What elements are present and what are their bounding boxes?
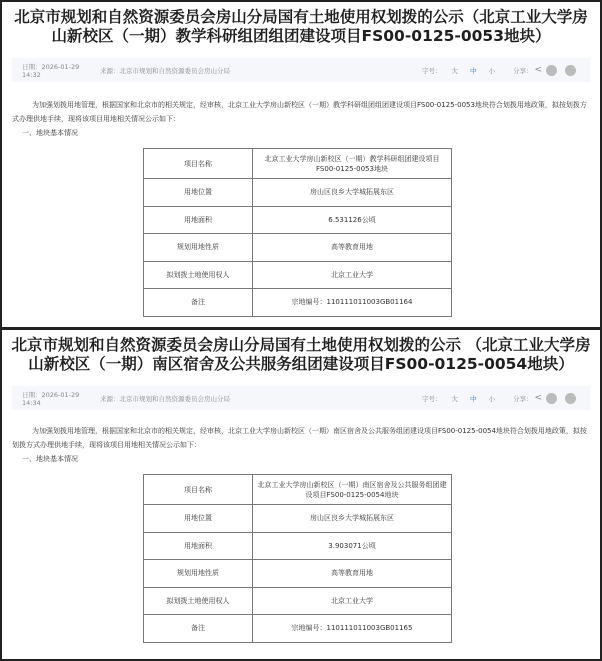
- field-label: 备注: [144, 289, 253, 317]
- weibo-icon[interactable]: [565, 65, 576, 76]
- table-row: [144, 206, 452, 234]
- table-row: [144, 475, 452, 505]
- field-label: 用地面积: [144, 532, 253, 560]
- font-size-label: 字号：: [421, 394, 442, 403]
- section-heading: 一、地块基本情况: [22, 129, 78, 137]
- font-size-small[interactable]: 小: [488, 66, 495, 75]
- font-size-large[interactable]: 大: [451, 66, 458, 75]
- source: 来源：北京市规划和自然资源委员会房山分局: [100, 66, 230, 75]
- field-label: 用地面积: [144, 206, 253, 234]
- field-value: 房山区良乡大学城拓展东区: [253, 505, 452, 533]
- field-value: 6.531126公顷: [253, 206, 452, 234]
- field-label: 拟划拨土地使用权人: [144, 587, 253, 615]
- wechat-icon[interactable]: [546, 393, 557, 404]
- table-row: [144, 234, 452, 262]
- field-label: 项目名称: [144, 475, 253, 505]
- share-label: 分享：: [512, 394, 533, 403]
- parcel-info-table: [143, 148, 452, 317]
- font-size-label: 字号：: [421, 66, 442, 75]
- parcel-info-table: [143, 474, 452, 643]
- field-label: 规划用地性质: [144, 234, 253, 262]
- field-value: 北京工业大学: [253, 261, 452, 289]
- table-row: [144, 261, 452, 289]
- table-row: [144, 532, 452, 560]
- meta-bar: [12, 58, 590, 82]
- section-heading: 一、地块基本情况: [22, 455, 78, 463]
- notice-panel-1: [0, 0, 602, 329]
- field-value: 房山区良乡大学城拓展东区: [253, 179, 452, 207]
- intro-paragraph: 为加强划拨用地管理，根据国家和北京市的相关规定，经审核，北京工业大学房山新校区（一期）教学科研组团组团建设项目FS00-0125-0053地块符合划拨用地政策，拟按划拨方式办理供地手续，现将该项目用地相关情况公示如下：: [12, 101, 587, 123]
- publish-date: 日期：2026-01-29 14:32: [22, 62, 80, 79]
- notice-panel-2: [0, 328, 602, 661]
- font-size-medium[interactable]: 中: [469, 394, 477, 403]
- field-value: 北京工业大学房山新校区（一期）南区宿舍及公共服务组团建设项目FS00-0125-0054地块: [253, 475, 452, 505]
- field-label: 项目名称: [144, 149, 253, 179]
- field-value: 宗地编号：110111011003GB01165: [253, 615, 452, 643]
- font-size-medium[interactable]: 中: [469, 66, 477, 75]
- font-size-large[interactable]: 大: [451, 394, 458, 403]
- table-row: [144, 587, 452, 615]
- field-label: 用地位置: [144, 179, 253, 207]
- field-value: 北京工业大学房山新校区（一期）教学科研组团建设项目FS00-0125-0053地块: [253, 149, 452, 179]
- share-icon[interactable]: <: [534, 65, 542, 75]
- field-label: 备注: [144, 615, 253, 643]
- table-row: [144, 179, 452, 207]
- table-row: [144, 149, 452, 179]
- field-value: 高等教育用地: [253, 234, 452, 262]
- table-row: [144, 289, 452, 317]
- field-value: 3.903071公顷: [253, 532, 452, 560]
- wechat-icon[interactable]: [546, 65, 557, 76]
- source: 来源：北京市规划和自然资源委员会房山分局: [100, 394, 230, 403]
- table-row: [144, 505, 452, 533]
- intro-paragraph: 为加强划拨用地管理，根据国家和北京市的相关规定，经审核，北京工业大学房山新校区（一期）南区宿舍及公共服务组团建设项目FS00-0125-0054地块符合划拨用地政策，拟按划拨方式办理供地手续，现将该项目用地相关情况公示如下：: [12, 427, 587, 449]
- meta-bar: [12, 386, 590, 410]
- publish-date: 日期：2026-01-29 14:34: [22, 390, 80, 407]
- notice-title: 北京市规划和自然资源委员会房山分局国有土地使用权划拨的公示 （北京工业大学房山新校区（一期）南区宿舍及公共服务组团建设项目FS00-0125-0054地块）: [11, 336, 591, 373]
- weibo-icon[interactable]: [565, 393, 576, 404]
- field-label: 拟划拨土地使用权人: [144, 261, 253, 289]
- share-icon[interactable]: <: [534, 393, 542, 403]
- table-row: [144, 560, 452, 588]
- table-row: [144, 615, 452, 643]
- field-label: 规划用地性质: [144, 560, 253, 588]
- field-value: 宗地编号：110111011003GB01164: [253, 289, 452, 317]
- field-label: 用地位置: [144, 505, 253, 533]
- field-value: 北京工业大学: [253, 587, 452, 615]
- notice-title: 北京市规划和自然资源委员会房山分局国有土地使用权划拨的公示（北京工业大学房山新校区（一期）教学科研组团组团建设项目FS00-0125-0053地块）: [14, 8, 588, 45]
- share-label: 分享：: [512, 66, 533, 75]
- field-value: 高等教育用地: [253, 560, 452, 588]
- font-size-small[interactable]: 小: [488, 394, 495, 403]
